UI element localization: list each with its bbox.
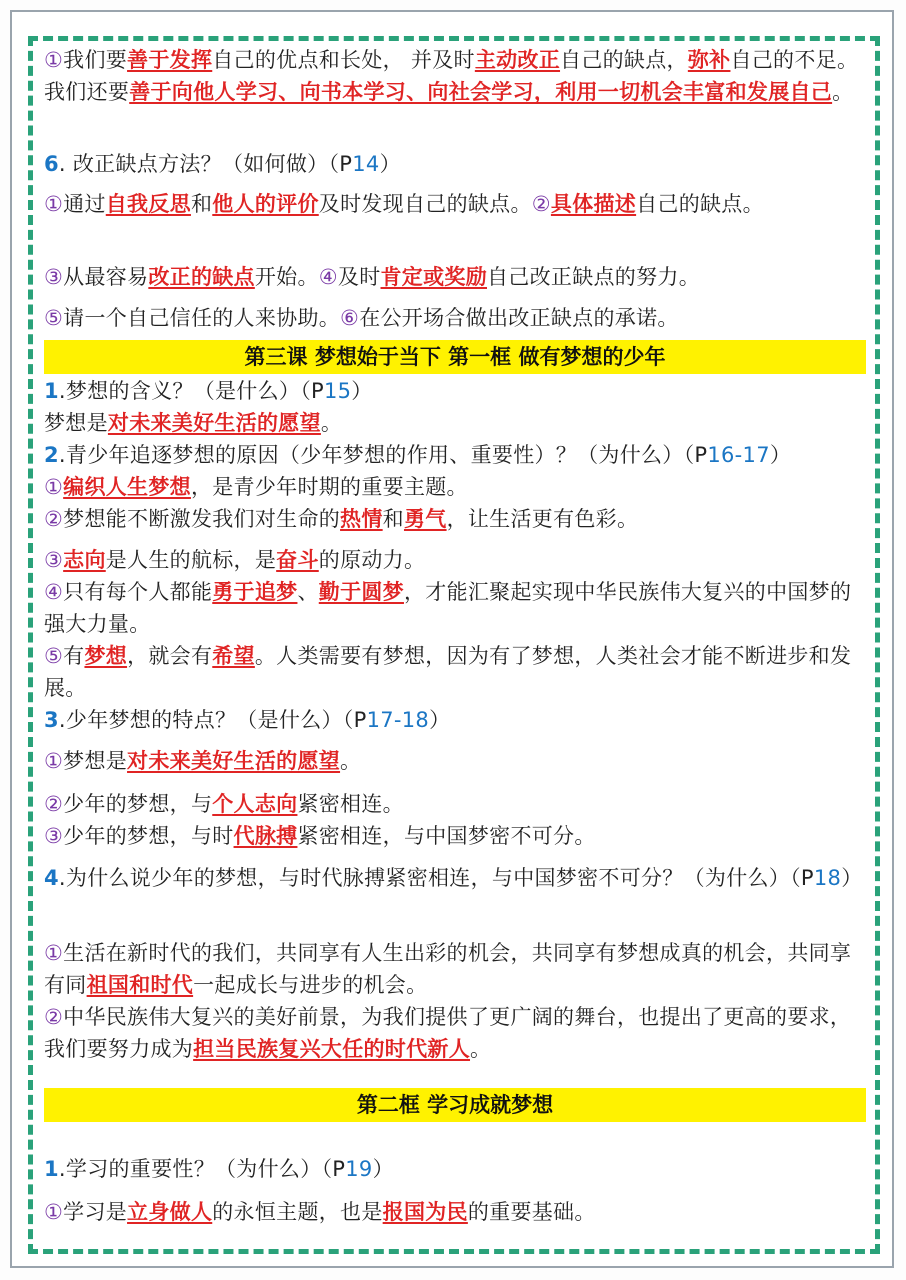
text: ） [429,708,451,732]
section-2-heading: 第二框 学习成就梦想 [44,1088,866,1122]
circled-number: ② [531,192,551,216]
key-phrase: 个人志向 [212,792,298,816]
text: ，是青少年时期的重要主题。 [190,475,468,499]
text: 一起成长与进步的机会。 [193,973,428,997]
reason-2 [44,503,868,535]
text: 少年的梦想，与时 [63,824,234,848]
text: 。 [340,749,362,773]
key-phrase: 代脉搏 [233,824,298,848]
circled-number: ② [44,792,64,816]
text: .青少年追逐梦想的原因（少年梦想的作用、重要性）？（为什么）（P [58,443,708,467]
text: ） [351,379,373,403]
text: ，才能汇聚起实现中华民族伟大复兴的中国梦的强大力量。 [44,580,852,636]
text: ） [379,152,401,176]
circled-number: ③ [44,548,64,572]
circled-number: ⑥ [340,306,360,330]
key-phrase: 勇于追梦 [212,580,298,604]
question-3 [44,704,868,736]
key-phrase: 奋斗 [276,548,319,572]
circled-number: ② [44,507,64,531]
key-phrase: 梦想 [84,644,128,668]
text: 。 [320,411,343,435]
text: 及时发现自己的缺点。 [318,192,532,216]
question-number: 1 [44,379,59,403]
text: 开始。 [254,265,319,289]
key-phrase: 志向 [63,548,106,572]
text: .少年梦想的特点？（是什么）（P [58,708,367,732]
page-ref: 16-17 [707,443,770,467]
question-number: 1 [44,1157,59,1181]
circled-number: ① [44,192,64,216]
key-phrase: 勇气 [403,507,447,531]
key-phrase: 热情 [340,507,383,531]
answer-4-2 [44,1001,868,1065]
question-6 [44,148,868,180]
key-phrase: 肯定或奖励 [380,265,487,289]
text: 紧密相连，与中国梦密不可分。 [297,824,596,848]
key-phrase: 主动改正 [474,48,561,72]
text: 及时 [337,265,381,289]
text: 自己的不足。我们还要 [44,48,859,104]
circled-number: ③ [44,824,64,848]
text: 学习是 [63,1200,128,1224]
point-1-text [44,44,868,108]
lesson-3-heading: 第三课 梦想始于当下 第一框 做有梦想的少年 [44,340,866,374]
page-ref: 18 [813,866,842,890]
text: .为什么说少年的梦想，与时代脉搏紧密相连，与中国梦密不可分？（为什么）（P [58,866,814,890]
feature-1 [44,745,868,777]
question-number: 4 [44,866,59,890]
text: 请一个自己信任的人来协助。 [63,306,341,330]
key-phrase: 弥补 [687,48,731,72]
dream-definition [44,407,868,439]
key-phrase: 对未来美好生活的愿望 [127,749,341,773]
reason-3 [44,544,868,576]
circled-number: ① [44,48,64,72]
page-ref: 19 [345,1157,373,1181]
question-2 [44,439,868,471]
key-phrase: 他人的评价 [212,192,319,216]
text: 和 [190,192,213,216]
key-phrase: 改正的缺点 [148,265,255,289]
circled-number: ③ [44,265,64,289]
text: 自己的优点和长处， 并及时 [212,48,475,72]
text: 。人类需要有梦想，因为有了梦想，人类社会才能不断进步和发展。 [44,644,852,700]
key-phrase: 祖国和时代 [86,973,194,997]
page-ref: 17-18 [366,708,430,732]
circled-number: ① [44,1200,64,1224]
text: .梦想的含义？（是什么）（P [58,379,324,403]
text: 。 [470,1037,492,1061]
reason-1 [44,471,868,503]
circled-number: ① [44,475,64,499]
circled-number: ⑤ [44,306,64,330]
text: ） [769,443,792,467]
reason-5 [44,640,868,704]
text: ，让生活更有色彩。 [446,507,639,531]
feature-2 [44,788,868,820]
question-number: 6 [44,152,59,176]
text: 生活在新时代的我们，共同享有人生出彩的机会，共同享有梦想成真的机会，共同享有同 [44,941,852,997]
text: ，就会有 [127,644,213,668]
text: 自己改正缺点的努力。 [487,265,700,289]
question-learning [44,1153,868,1185]
text: 中华民族伟大复兴的美好前景，为我们提供了更广阔的舞台，也提出了更高的要求，我们要努力成为 [44,1005,852,1061]
reason-4 [44,576,868,640]
text: 自己的缺点。 [636,192,764,216]
text: ） [372,1157,394,1181]
text: 梦想是 [63,749,128,773]
text: 、 [297,580,319,604]
answer-4-1 [44,937,868,1001]
key-phrase: 编织人生梦想 [63,475,191,499]
question-1 [44,375,868,407]
text: 梦想能不断激发我们对生命的 [63,507,341,531]
text: 只有每个人都能 [63,580,213,604]
text: 是人生的航标，是 [105,548,277,572]
key-phrase: 对未来美好生活的愿望 [107,411,321,435]
text: 在公开场合做出改正缺点的承诺。 [359,306,679,330]
text: 通过 [63,192,106,216]
method-5-6 [44,302,868,334]
text: 从最容易 [63,265,149,289]
text: . 改正缺点方法？（如何做）（P [58,152,353,176]
text: 自己的缺点， [560,48,688,72]
key-phrase: 善于向他人学习、向书本学习、向社会学习，利用一切机会丰富和发展自己 [129,80,833,104]
key-phrase: 立身做人 [127,1200,213,1224]
text: 的重要基础。 [467,1200,596,1224]
text: 。 [832,80,854,104]
text: 的永恒主题，也是 [212,1200,383,1224]
circled-number: ⑤ [44,644,64,668]
question-number: 2 [44,443,59,467]
circled-number: ① [44,749,64,773]
key-phrase: 报国为民 [382,1200,468,1224]
question-4 [44,862,868,894]
text: 的原动力。 [318,548,426,572]
key-phrase: 自我反思 [105,192,191,216]
question-number: 3 [44,708,59,732]
text: 和 [382,507,404,531]
page-ref: 14 [352,152,380,176]
feature-3 [44,820,868,852]
circled-number: ① [44,941,64,965]
page-ref: 15 [323,379,352,403]
circled-number: ④ [318,265,338,289]
key-phrase: 具体描述 [550,192,637,216]
text: 有 [63,644,85,668]
text: .学习的重要性？（为什么）（P [58,1157,346,1181]
text: 梦想是 [44,411,108,435]
text: 少年的梦想，与 [63,792,213,816]
method-1-2 [44,188,868,220]
circled-number: ② [44,1005,64,1029]
key-phrase: 善于发挥 [127,48,213,72]
key-phrase: 担当民族复兴大任的时代新人 [193,1037,471,1061]
circled-number: ④ [44,580,64,604]
key-phrase: 希望 [212,644,255,668]
learning-answer-1 [44,1196,868,1228]
key-phrase: 勤于圆梦 [318,580,404,604]
method-3-4 [44,261,868,293]
text: ） [841,866,863,890]
text: 我们要 [63,48,128,72]
text: 紧密相连。 [297,792,404,816]
